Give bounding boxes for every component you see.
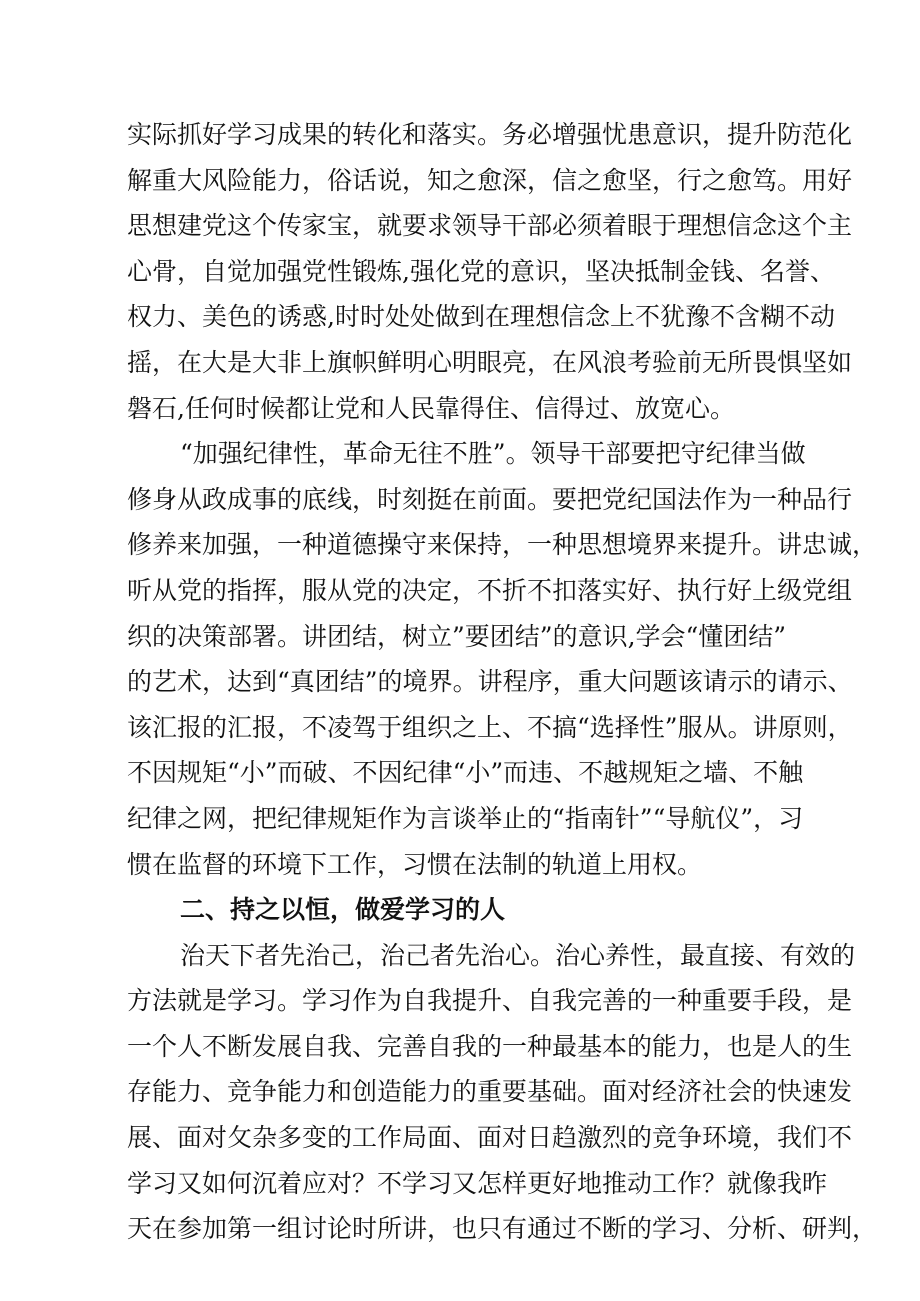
text-line: 权力、美色的诱惑,时时处处做到在理想信念上不犹豫不含糊不动 <box>127 302 835 332</box>
text-line: 实际抓好学习成果的转化和落实。务必增强忧患意识，提升防范化 <box>127 120 853 149</box>
text-line: 一个人不断发展自我、完善自我的一种最基本的能力，也是人的生 <box>127 1031 853 1061</box>
text-line: 修身从政成事的底线，时刻挺在前面。要把党纪国法作为一种品行 <box>127 484 853 514</box>
text-line: 思想建党这个传家宝，就要求领导干部必须着眼于理想信念这个主 <box>127 211 853 241</box>
text-line: 展、面对攵杂多变的工作局面、面对日趋激烈的竞争环境，我们不 <box>127 1123 853 1153</box>
text-line: 修养来加强，一种道德操守来保持，一种思想境界来提升。讲忠诚， <box>127 530 878 560</box>
text-line: 不因规矩“小”而破、不因纪律“小”而违、不越规矩之墙、不触 <box>127 758 804 788</box>
text-line: 磐石,任何时候都让党和人民靠得住、信得过、放宽心。 <box>127 393 735 423</box>
text-line: 纪律之网，把纪律规矩作为言谈举止的“指南针”“导航仪”，习 <box>127 803 804 833</box>
text-line: 方法就是学习。学习作为自我提升、自我完善的一种重要手段，是 <box>127 986 853 1016</box>
document-body <box>127 112 878 1252</box>
text-line: 学习又如何沉着应对？不学习又怎样更好地推动工作？就像我昨 <box>127 1168 828 1198</box>
text-line: 惯在监督的环境下工作，习惯在法制的轨道上用权。 <box>127 849 703 879</box>
text-line: 听从党的指挥，服从党的决定，不折不扣落实好、执行好上级党组 <box>127 575 853 605</box>
text-line: 的艺术，达到“真团结”的境界。讲程序，重大问题该请示的请示、 <box>127 667 853 697</box>
text-line: 该汇报的汇报，不凌驾于组织之上、不搞“选择性”服从。讲原则， <box>127 712 853 742</box>
text-line: 摇，在大是大非上旗帜鲜明心明眼亮，在风浪考验前无所畏惧坚如 <box>127 347 853 377</box>
text-line: 心骨，自觉加强党性锻炼,强化党的意识，坚决抵制金钱、名誉、 <box>127 256 835 286</box>
section-heading: 二、持之以恒，做爱学习的人 <box>180 895 506 925</box>
text-line: 解重大风险能力，俗话说，知之愈深，信之愈坚，行之愈笃。用好 <box>127 165 853 195</box>
text-line: 天在参加第一组讨论时所讲，也只有通过不断的学习、分析、研判， <box>127 1214 878 1244</box>
text-line: 存能力、竞争能力和创造能力的重要基础。面对经济社会的快速发 <box>127 1077 853 1107</box>
paragraph-first-line: 治天下者先治己，治己者先治心。治心养性，最直接、有效的 <box>180 940 856 970</box>
paragraph-first-line: “加强纪律性，革命无往不胜”。领导干部要把守纪律当做 <box>180 439 806 469</box>
text-line: 织的决策部署。讲团结，树立”要团结”的意识,学会“懂团结” <box>127 621 787 651</box>
